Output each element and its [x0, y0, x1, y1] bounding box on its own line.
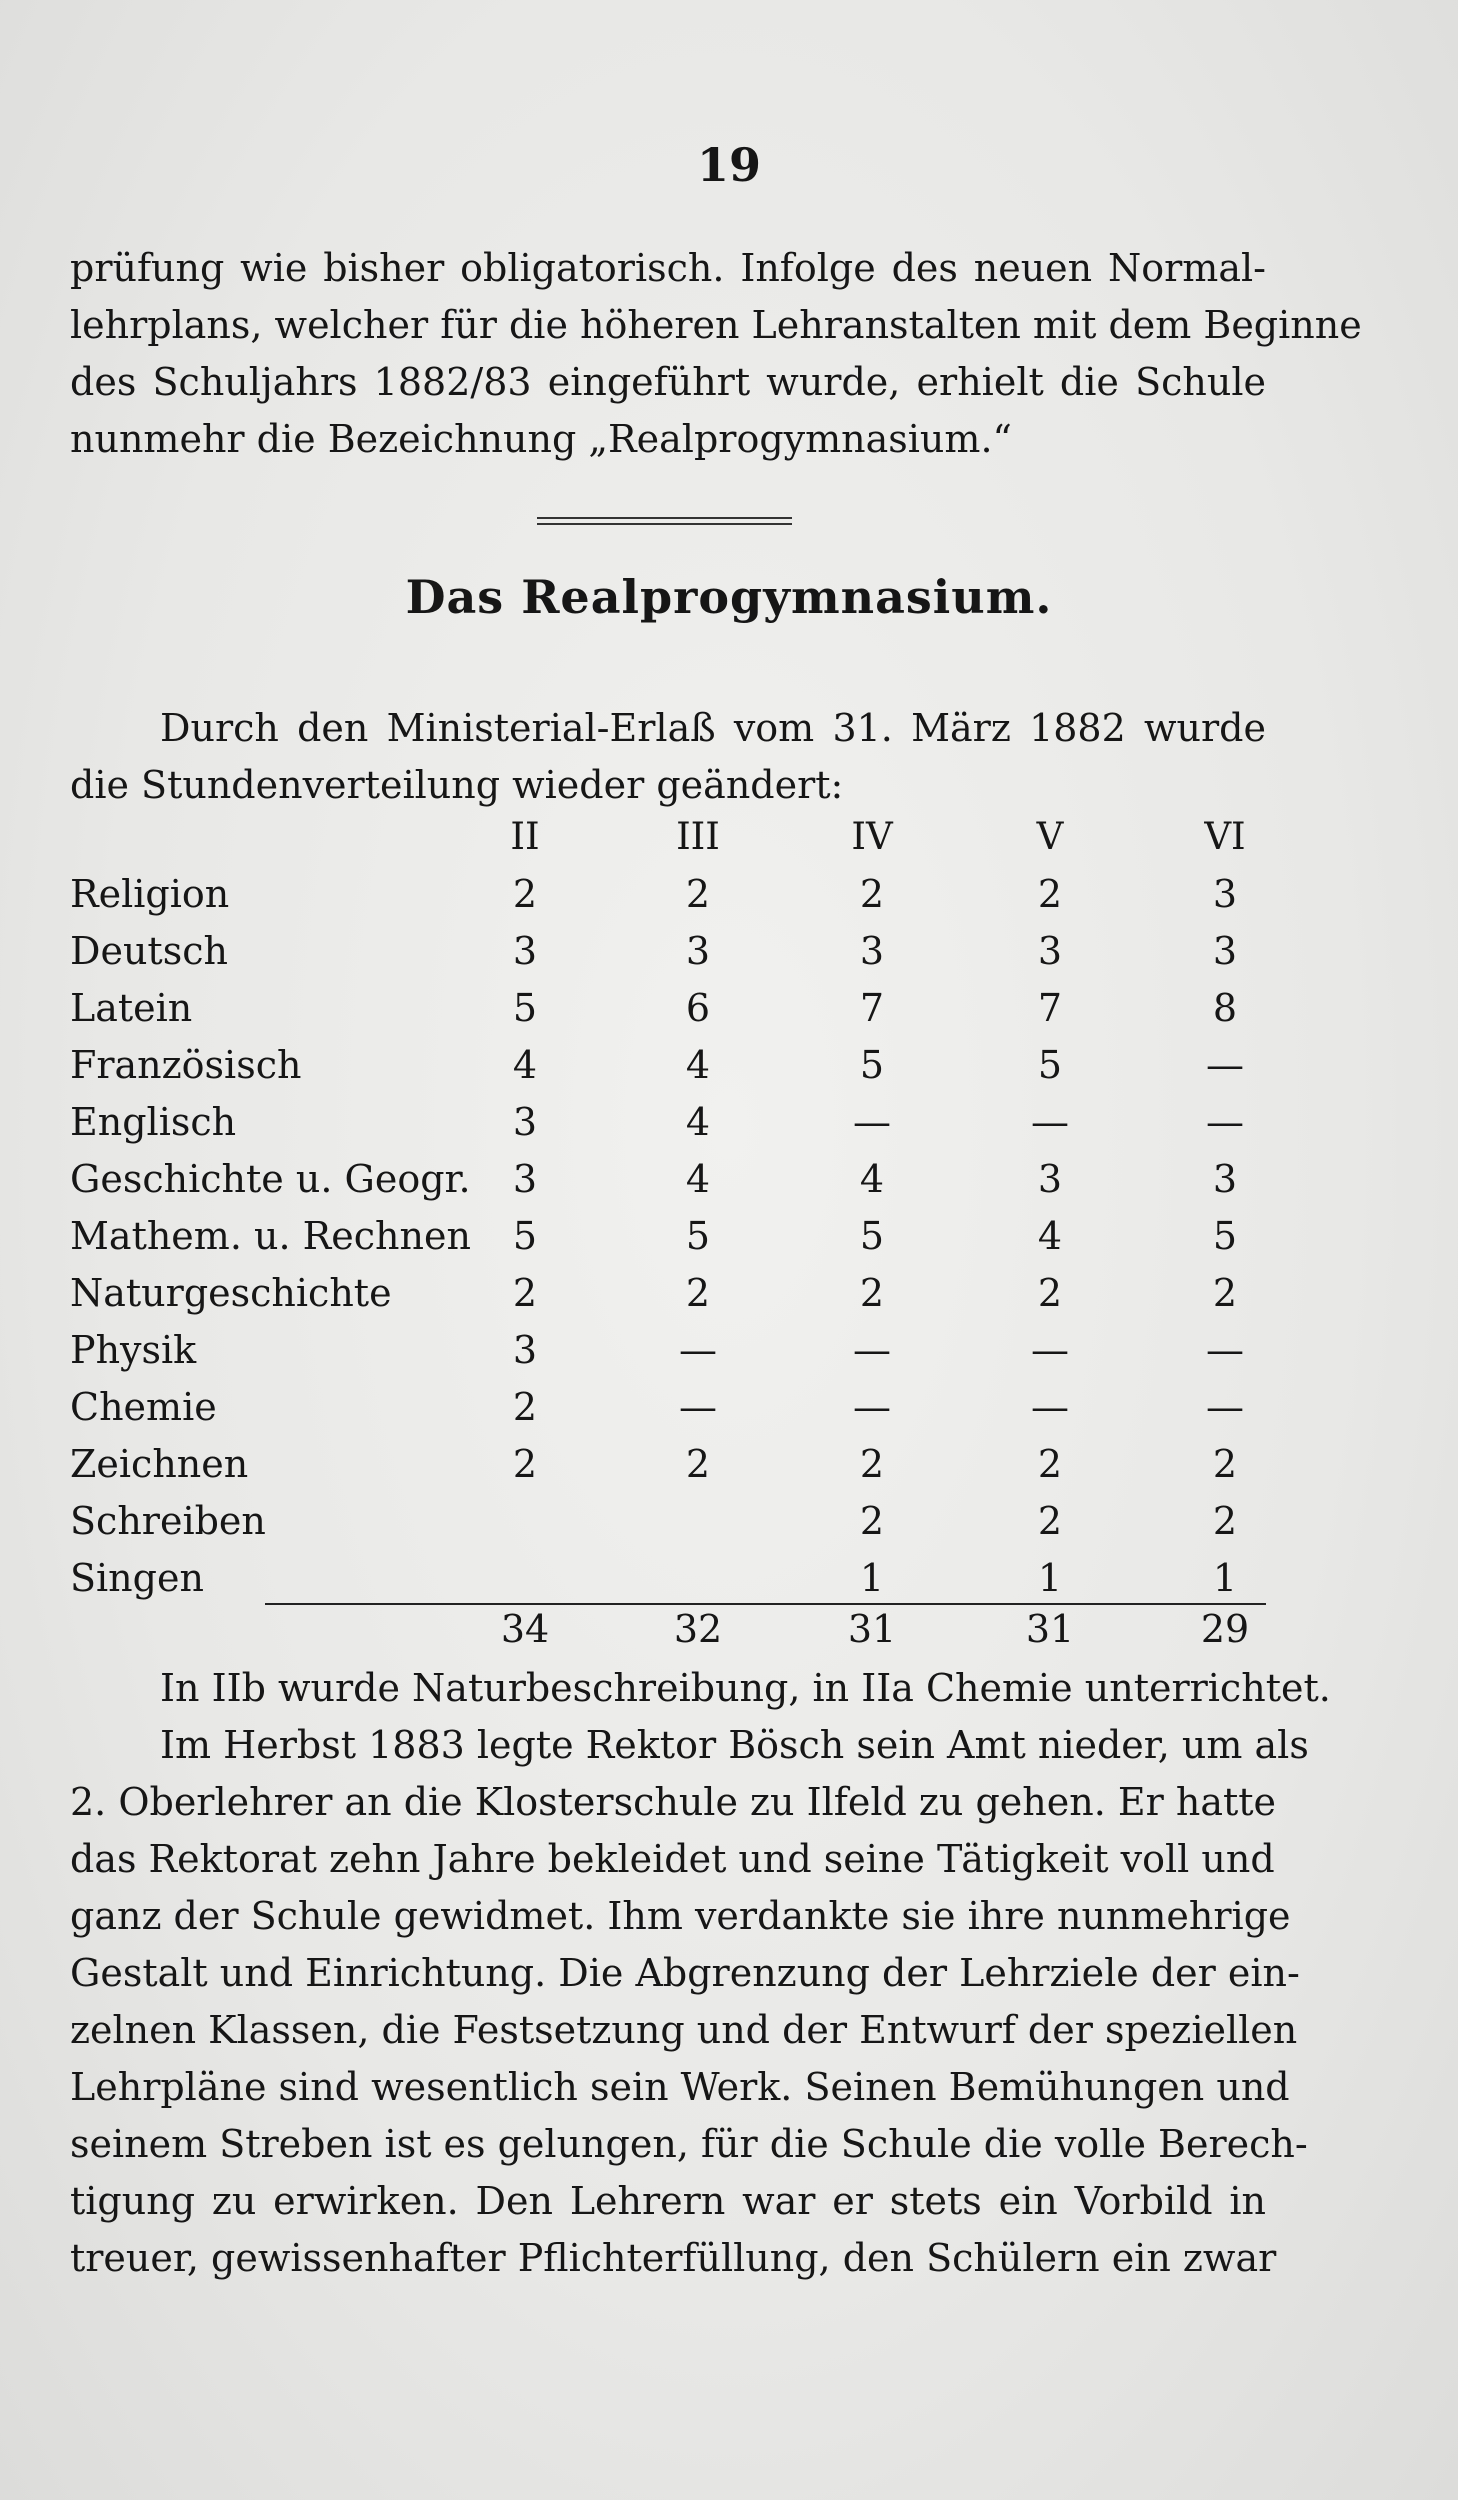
column-header: V [1036, 815, 1064, 858]
hours-cell: 3 [512, 1328, 538, 1372]
text-line: prüfung wie bisher obligatorisch. Infolge des neuen Normal- [70, 246, 1266, 290]
subject-label: Latein [70, 986, 193, 1030]
hours-cell: 3 [512, 1100, 538, 1144]
hours-cell: 5 [512, 1214, 538, 1258]
hours-cell: — [853, 1385, 891, 1429]
hours-cell: 2 [512, 1385, 538, 1429]
table-row [70, 1442, 1266, 1499]
hours-cell: 2 [512, 872, 538, 916]
text-line: Lehrpläne sind wesentlich sein Werk. Seinen Bemühungen und [70, 2065, 1290, 2109]
table-row [70, 1043, 1266, 1100]
hours-cell: 2 [1212, 1499, 1238, 1543]
column-header: IV [851, 815, 893, 858]
table-row [70, 929, 1266, 986]
text-line: zelnen Klassen, die Festsetzung und der Entwurf der speziellen [70, 2008, 1298, 2052]
page-number: 19 [696, 138, 761, 192]
total-cell: 31 [1025, 1607, 1075, 1651]
hours-cell: 2 [1212, 1442, 1238, 1486]
table-row [70, 1100, 1266, 1157]
hours-cell: 2 [685, 1271, 711, 1315]
hours-cell: 3 [512, 1157, 538, 1201]
hours-cell: 8 [1212, 986, 1238, 1030]
hours-cell: 1 [859, 1556, 885, 1600]
hours-cell: 4 [859, 1157, 885, 1201]
hours-cell: 3 [1212, 872, 1238, 916]
hours-cell: — [1206, 1385, 1244, 1429]
separator-rule [537, 517, 792, 525]
hours-cell: — [1031, 1385, 1069, 1429]
text-line: ganz der Schule gewidmet. Ihm verdankte sie ihre nunmehrige [70, 1894, 1291, 1938]
hours-cell: — [1206, 1043, 1244, 1087]
table-intro-paragraph [70, 700, 1266, 814]
hours-cell: 5 [859, 1043, 885, 1087]
intro-paragraph [70, 240, 1362, 468]
subject-label: Schreiben [70, 1499, 266, 1543]
subject-label: Geschichte u. Geogr. [70, 1157, 471, 1201]
hours-cell: 2 [859, 872, 885, 916]
hours-cell: 2 [1037, 1442, 1063, 1486]
hours-cell: 3 [1212, 929, 1238, 973]
subject-label: Deutsch [70, 929, 228, 973]
hours-cell: — [1206, 1328, 1244, 1372]
column-header: III [676, 815, 720, 858]
hours-cell: 6 [685, 986, 711, 1030]
total-cell: 32 [673, 1607, 723, 1651]
hours-cell: 2 [1037, 872, 1063, 916]
hours-cell: 3 [1037, 1157, 1063, 1201]
hours-cell: 5 [1212, 1214, 1238, 1258]
hours-cell: 2 [685, 1442, 711, 1486]
total-cell: 31 [847, 1607, 897, 1651]
subject-label: Physik [70, 1328, 197, 1372]
hours-cell: 2 [685, 872, 711, 916]
hours-cell: 2 [859, 1499, 885, 1543]
subject-label: Französisch [70, 1043, 302, 1087]
hours-cell: 2 [512, 1271, 538, 1315]
text-line: Gestalt und Einrichtung. Die Abgrenzung der Lehrziele der ein- [70, 1951, 1300, 1995]
hours-cell: 2 [859, 1442, 885, 1486]
hours-cell: 2 [1037, 1499, 1063, 1543]
hours-cell: 1 [1212, 1556, 1238, 1600]
table-row [70, 1328, 1266, 1385]
totals-row [70, 1607, 1266, 1664]
text-line: Durch den Ministerial-Erlaß vom 31. März 1882 wurde [160, 706, 1266, 750]
hours-cell: 5 [512, 986, 538, 1030]
hours-cell: — [1206, 1100, 1244, 1144]
hours-cell: 3 [859, 929, 885, 973]
hours-cell: 4 [685, 1100, 711, 1144]
text-line: Im Herbst 1883 legte Rektor Bösch sein Amt nieder, um als [160, 1723, 1309, 1767]
hours-cell: 7 [859, 986, 885, 1030]
hours-cell: 3 [1212, 1157, 1238, 1201]
table-row [70, 1157, 1266, 1214]
subject-label: Singen [70, 1556, 204, 1600]
subject-label: Zeichnen [70, 1442, 249, 1486]
text-line: die Stundenverteilung wieder geändert: [70, 763, 844, 807]
hours-cell: 2 [512, 1442, 538, 1486]
schedule-table [70, 815, 1266, 1613]
column-header: VI [1204, 815, 1246, 858]
hours-cell: — [679, 1385, 717, 1429]
hours-cell: 2 [1037, 1271, 1063, 1315]
text-line: seinem Streben ist es gelungen, für die Schule die volle Berech- [70, 2122, 1308, 2166]
hours-cell: 4 [685, 1157, 711, 1201]
table-row [70, 1214, 1266, 1271]
hours-cell: 1 [1037, 1556, 1063, 1600]
text-line: nunmehr die Bezeichnung „Realprogymnasium.“ [70, 417, 1012, 461]
column-header: II [510, 815, 540, 858]
table-header-row [70, 815, 1266, 872]
hours-cell: 2 [1212, 1271, 1238, 1315]
total-cell: 29 [1200, 1607, 1250, 1651]
hours-cell: 3 [512, 929, 538, 973]
text-line: In IIb wurde Naturbeschreibung, in IIa Chemie unterrichtet. [160, 1666, 1331, 1710]
text-line: 2. Oberlehrer an die Klosterschule zu Ilfeld zu gehen. Er hatte [70, 1780, 1276, 1824]
hours-cell: — [853, 1100, 891, 1144]
hours-cell: 7 [1037, 986, 1063, 1030]
hours-cell: — [853, 1328, 891, 1372]
hours-cell: 3 [1037, 929, 1063, 973]
hours-cell: 5 [685, 1214, 711, 1258]
subject-label: Englisch [70, 1100, 237, 1144]
hours-cell: — [1031, 1328, 1069, 1372]
total-cell: 34 [500, 1607, 550, 1651]
text-line: das Rektorat zehn Jahre bekleidet und seine Tätigkeit voll und [70, 1837, 1275, 1881]
table-row [70, 1385, 1266, 1442]
table-row [70, 986, 1266, 1043]
hours-cell: 4 [1037, 1214, 1063, 1258]
text-line: lehrplans, welcher für die höheren Lehranstalten mit dem Beginne [70, 303, 1362, 347]
hours-cell: — [1031, 1100, 1069, 1144]
subject-label: Religion [70, 872, 230, 916]
table-row [70, 1271, 1266, 1328]
subject-label: Mathem. u. Rechnen [70, 1214, 471, 1258]
table-row [70, 1499, 1266, 1556]
text-line: tigung zu erwirken. Den Lehrern war er stets ein Vorbild in [70, 2179, 1266, 2223]
text-line: des Schuljahrs 1882/83 eingeführt wurde, erhielt die Schule [70, 360, 1266, 404]
hours-cell: — [679, 1328, 717, 1372]
text-line: treuer, gewissenhafter Pflichterfüllung, den Schülern ein zwar [70, 2236, 1277, 2280]
table-row [70, 872, 1266, 929]
section-title: Das Realprogymnasium. [405, 570, 1053, 624]
hours-cell: 4 [685, 1043, 711, 1087]
hours-cell: 3 [685, 929, 711, 973]
subject-label: Naturgeschichte [70, 1271, 392, 1315]
hours-cell: 5 [1037, 1043, 1063, 1087]
hours-cell: 5 [859, 1214, 885, 1258]
subject-label: Chemie [70, 1385, 217, 1429]
hours-cell: 4 [512, 1043, 538, 1087]
hours-cell: 2 [859, 1271, 885, 1315]
closing-paragraph [70, 1660, 1331, 2287]
